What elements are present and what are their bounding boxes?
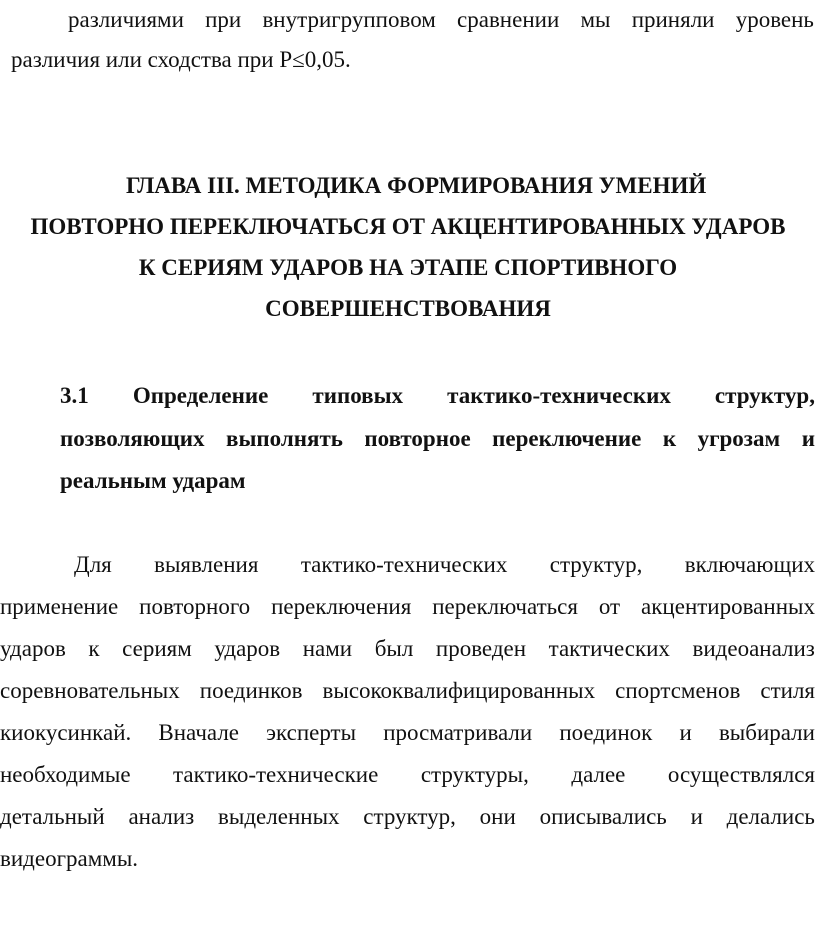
word: переключения: [271, 594, 412, 619]
word: поединков: [199, 678, 303, 703]
word: применение: [0, 594, 119, 619]
word: переключение: [492, 426, 642, 451]
word: осуществлялся: [667, 762, 815, 787]
word: структуры,: [420, 762, 529, 787]
word: спортсменов: [615, 678, 741, 703]
body-line-4: [0, 679, 815, 702]
word: включающих: [684, 552, 815, 577]
word: просматривали: [383, 720, 533, 745]
section-title-line-1: [60, 384, 815, 407]
body-line-5: [0, 721, 815, 744]
chapter-title-line-4: СОВЕРШЕНСТВОВАНИЯ: [265, 296, 551, 321]
word: акцентированных: [641, 594, 815, 619]
word: переключаться: [432, 594, 578, 619]
word: внутригрупповом: [262, 7, 436, 32]
section-title-line-2: [60, 427, 815, 450]
word: выбирали: [718, 720, 815, 745]
word: и: [690, 804, 703, 829]
word: тактических: [548, 636, 670, 661]
word: различиями: [68, 7, 184, 32]
word: стиля: [760, 678, 815, 703]
word: Вначале: [158, 720, 240, 745]
word: сериям: [122, 636, 192, 661]
word: ударов: [214, 636, 281, 661]
body-line-8: видеограммы.: [0, 846, 139, 871]
section-title-line-3: реальным ударам: [60, 468, 246, 493]
body-line-1: [74, 553, 815, 576]
word: тактико-технических: [447, 383, 671, 408]
word: описывались: [539, 804, 667, 829]
word: соревновательных: [0, 678, 180, 703]
word: к: [662, 426, 677, 451]
word: эксперты: [266, 720, 357, 745]
word: поединок: [559, 720, 653, 745]
word: мы: [580, 7, 611, 32]
intro-line-2: различия или сходства при Р≤0,05.: [11, 47, 351, 72]
body-line-3: [0, 637, 815, 660]
chapter-title-line-1: ГЛАВА III. МЕТОДИКА ФОРМИРОВАНИЯ УМЕНИЙ: [126, 173, 707, 198]
word: повторное: [364, 426, 471, 451]
word: от: [598, 594, 621, 619]
word: типовых: [312, 383, 404, 408]
word: тактико-технические: [173, 762, 379, 787]
word: выявления: [154, 552, 259, 577]
word: тактико-технических: [300, 552, 508, 577]
word: структур,: [714, 383, 815, 408]
word: необходимые: [0, 762, 131, 787]
body-line-6: [0, 763, 815, 786]
word: далее: [571, 762, 626, 787]
word: к: [88, 636, 100, 661]
word: делались: [726, 804, 815, 829]
word: структур,: [549, 552, 643, 577]
word: Определение: [132, 383, 269, 408]
word: угрозам: [697, 426, 781, 451]
word: видеоанализ: [692, 636, 815, 661]
word: проведен: [435, 636, 527, 661]
chapter-title-line-2: ПОВТОРНО ПЕРЕКЛЮЧАТЬСЯ ОТ АКЦЕНТИРОВАННЫХ УДАРОВ: [30, 214, 786, 239]
word: они: [479, 804, 516, 829]
word: выполнять: [226, 426, 343, 451]
word: уровень: [735, 7, 814, 32]
body-line-7: [0, 805, 815, 828]
word: повторного: [139, 594, 251, 619]
word: Для: [74, 552, 112, 577]
word: 3.1: [60, 383, 89, 408]
word: сравнении: [457, 7, 560, 32]
word: был: [374, 636, 414, 661]
word: при: [205, 7, 242, 32]
intro-line-1: [68, 8, 814, 31]
word: анализ: [128, 804, 195, 829]
word: структур,: [363, 804, 456, 829]
body-line-2: [0, 595, 815, 618]
word: нами: [302, 636, 353, 661]
word: и: [679, 720, 692, 745]
word: высококвалифицированных: [322, 678, 596, 703]
chapter-title-line-3: К СЕРИЯМ УДАРОВ НА ЭТАПЕ СПОРТИВНОГО: [138, 255, 678, 280]
word: детальный: [0, 804, 105, 829]
word: ударов: [0, 636, 66, 661]
word: позволяющих: [60, 426, 205, 451]
word: приняли: [631, 7, 715, 32]
word: и: [801, 426, 815, 451]
word: выделенных: [218, 804, 340, 829]
word: киокусинкай.: [0, 720, 132, 745]
